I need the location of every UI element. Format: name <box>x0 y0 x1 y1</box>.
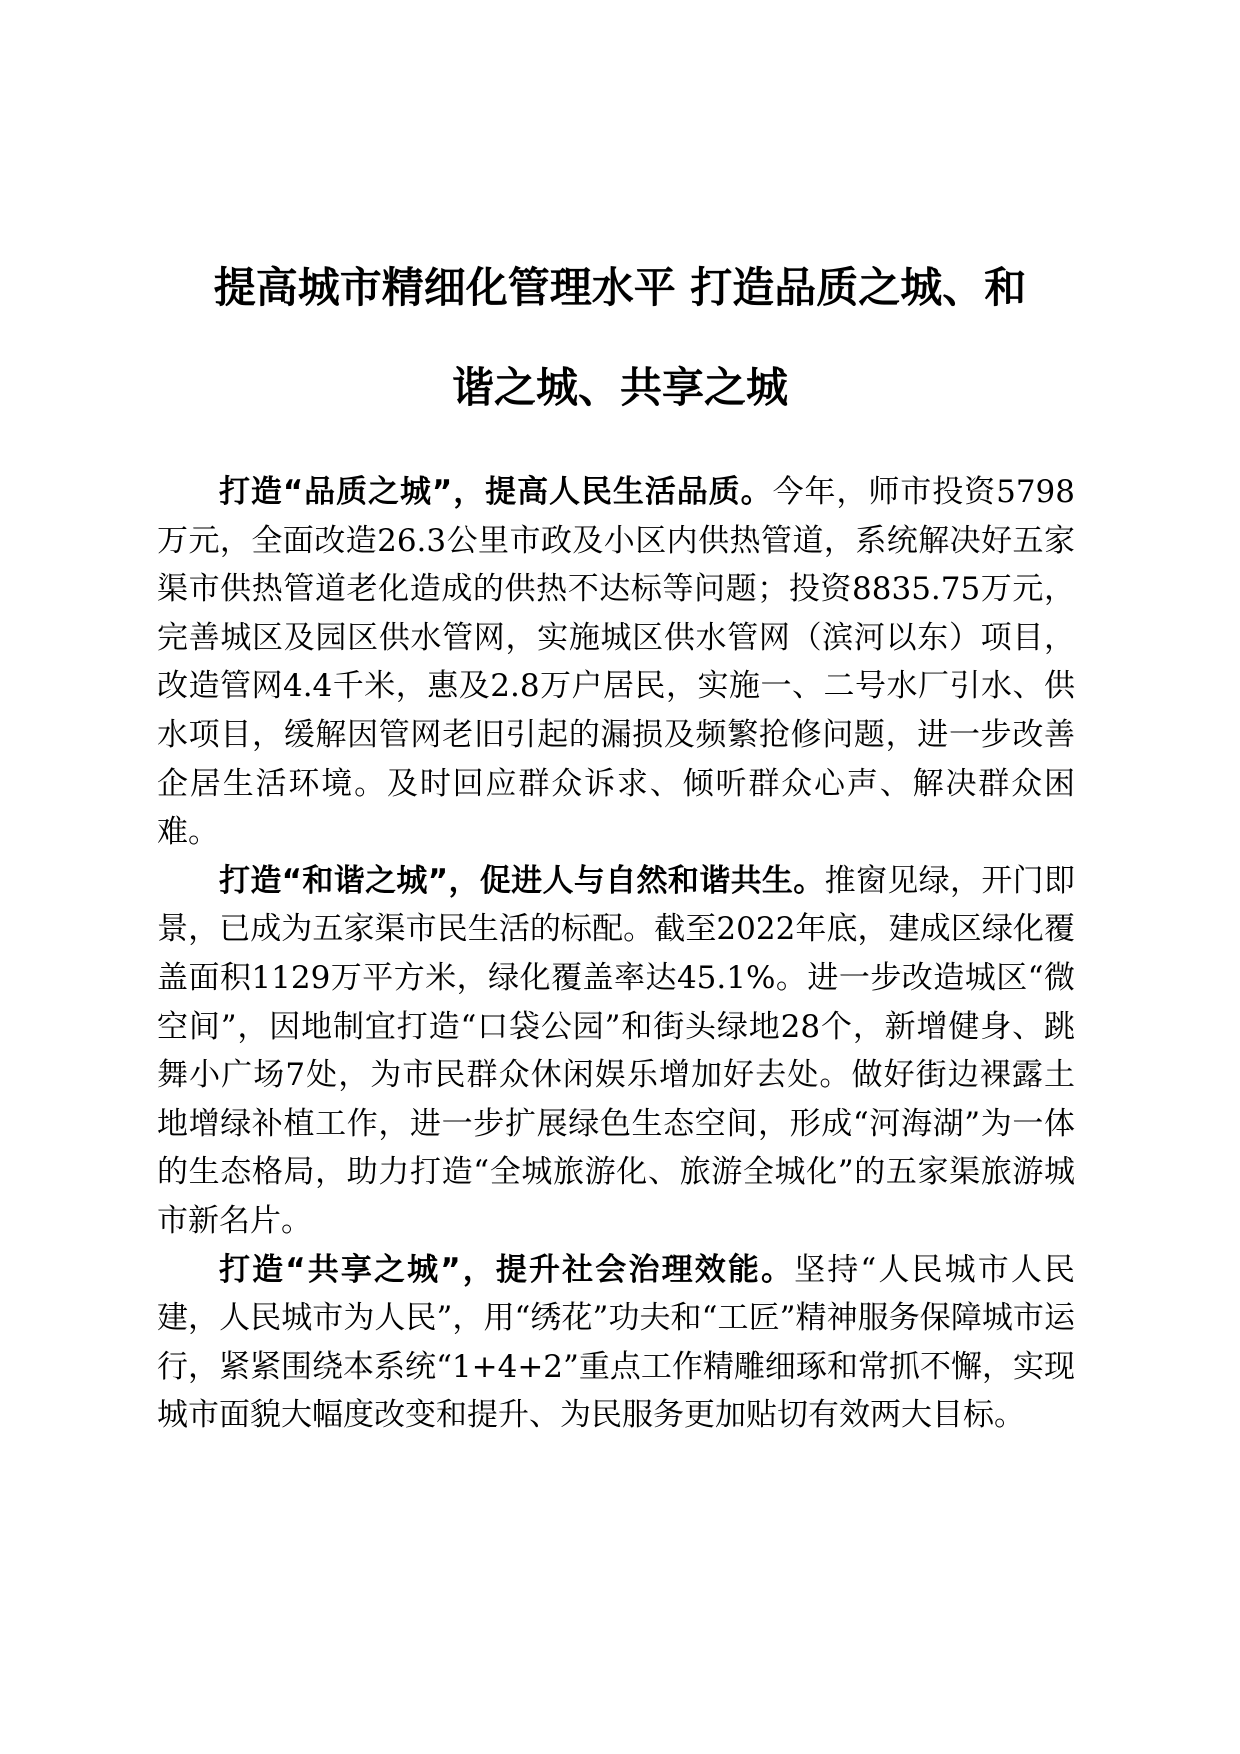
paragraph-quality-city <box>157 468 1075 857</box>
paragraph-lead: 打造“和谐之城”，促进人与自然和谐共生。 <box>219 862 825 899</box>
paragraph-text: 坚持“人民城市人民建，人民城市为人民”，用“绣花”功夫和“工匠”精神服务保障城市运行，紧紧围绕本系统“1+4+2”重点工作精雕细琢和常抓不懈，实现城市面貌大幅度改变和提升、为民服务更加贴切有效两大目标。 <box>157 1251 1075 1434</box>
paragraph-harmony-city <box>157 857 1075 1246</box>
title-line-2: 谐之城、共享之城 <box>451 363 788 412</box>
paragraph-shared-city <box>157 1246 1075 1440</box>
paragraph-text: 推窗见绿，开门即景，已成为五家渠市民生活的标配。截至2022年底，建成区绿化覆盖面积1129万平方米，绿化覆盖率达45.1%。进一步改造城区“微空间”，因地制宜打造“口袋公园”和街头绿地28个，新增健身、跳舞小广场7处，为市民群众休闲娱乐增加好去处。做好街边裸露土地增绿补植工作，进一步扩展绿色生态空间，形成“河海湖”为一体的生态格局，助力打造“全城旅游化、旅游全城化”的五家渠旅游城市新名片。 <box>157 862 1076 1239</box>
paragraph-lead: 打造“共享之城”，提升社会治理效能。 <box>219 1251 795 1288</box>
paragraph-lead: 打造“品质之城”，提高人民生活品质。 <box>219 474 773 510</box>
paragraph-text: 今年，师市投资5798万元，全面改造26.3公里市政及小区内供热管道，系统解决好五家渠市供热管道老化造成的供热不达标等问题；投资8835.75万元，完善城区及园区供水管网，实施城区供水管网（滨河以东）项目，改造管网4.4千米，惠及2.8万户居民，实施一、二号水厂引水、供水项目，缓解因管网老旧引起的漏损及频繁抢修问题，进一步改善企居生活环境。及时回应群众诉求、倾听群众心声、解决群众困难。 <box>157 474 1075 851</box>
document-body <box>157 468 1075 1440</box>
document-title <box>150 238 1090 438</box>
title-line-1: 提高城市精细化管理水平 打造品质之城、和 <box>213 263 1027 312</box>
